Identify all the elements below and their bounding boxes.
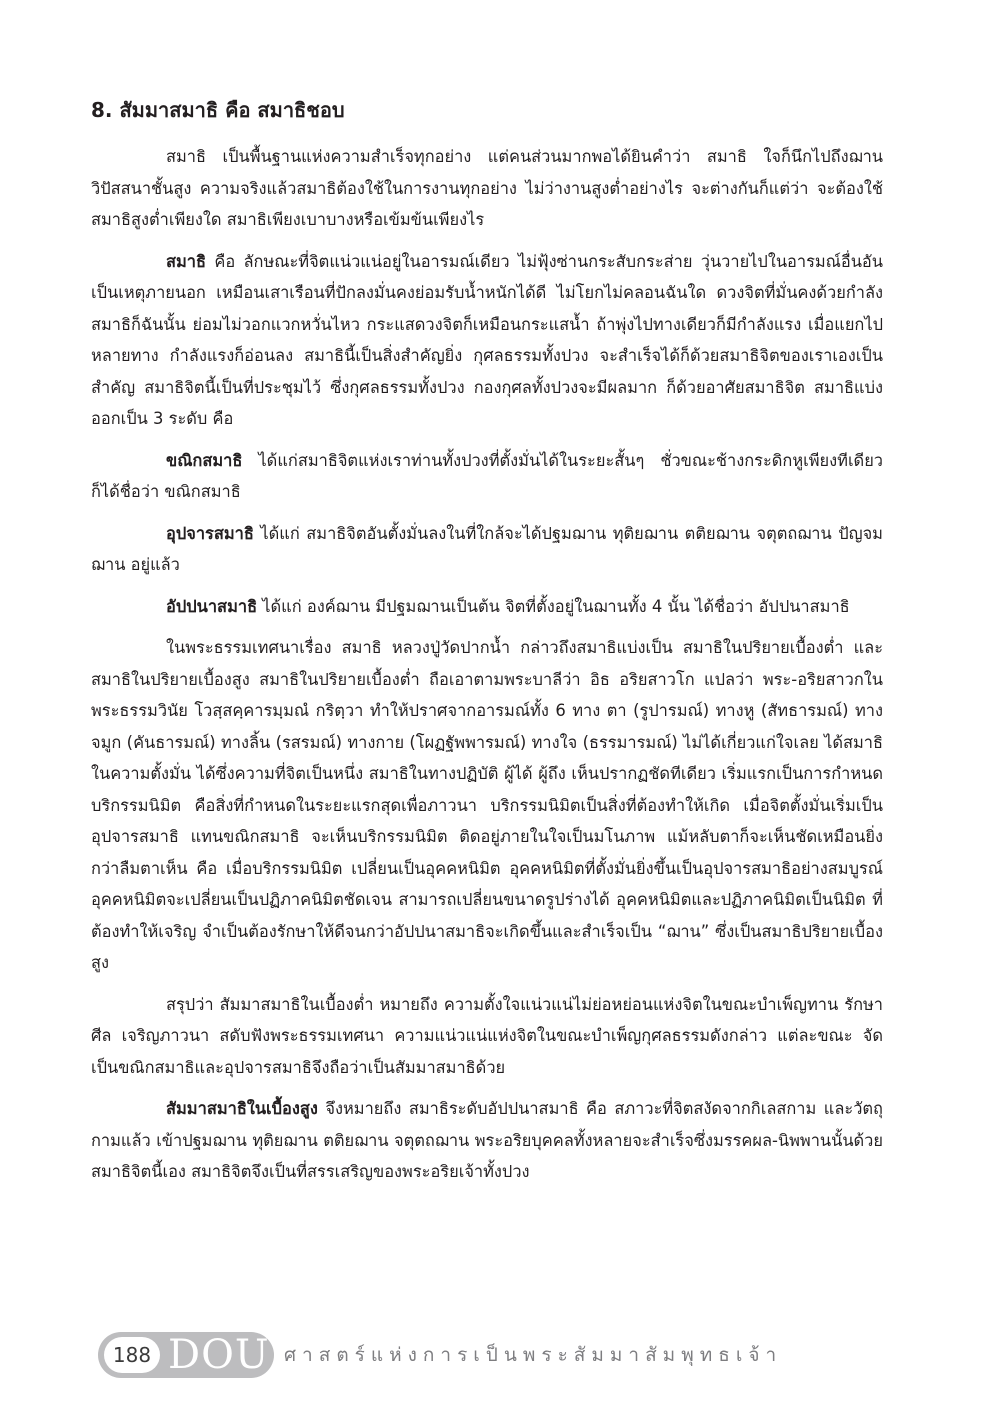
body-text — [91, 141, 883, 1198]
paragraph-text: ได้แก่ องค์ฌาน มีปฐมฌานเป็นต้น จิตที่ตั้งอยู่ในฌานทั้ง 4 นั้น ได้ชื่อว่า อัปปนาสมาธิ — [257, 596, 850, 616]
paragraph-summary — [91, 989, 883, 1084]
term-label: สมาธิ — [166, 251, 207, 271]
paragraph-higher-samadhi — [91, 1093, 883, 1188]
paragraph-intro — [91, 141, 883, 236]
paragraph-appana — [91, 591, 883, 623]
term-label: สัมมาสมาธิในเบื้องสูง — [166, 1099, 318, 1118]
paragraph-text: ได้แก่สมาธิจิตแห่งเราท่านทั้งปวงที่ตั้งมั่นได้ในระยะสั้นๆ ชั่วขณะช้างกระดิกหูเพียงทีเดียว ก็ได้ชื่อว่า ขณิกสมาธิ — [91, 450, 883, 501]
section-heading: 8. สัมมาสมาธิ คือ สมาธิชอบ — [91, 98, 345, 122]
page-footer — [98, 1332, 938, 1378]
paragraph-text: ในพระธรรมเทศนาเรื่อง สมาธิ หลวงปู่วัดปากน้ำ กล่าวถึงสมาธิแบ่งเป็น สมาธิในปริยายเบื้องต่ำ และสมาธิในปริยายเบื้องสูง สมาธิในปริยายเบื้องต่ำ ถือเอาตามพระบาลีว่า อิธ อริยสาวโก แปลว่า พระ-อริยสาวกในพระธรรมวินัย โวสฺสคฺคารมฺมณํ กริตฺวา ทำให้ปราศจากอารมณ์ทั้ง 6 ทาง ตา (รูปารมณ์) ทางหู (สัทธารมณ์) ทางจมูก (คันธารมณ์) ทางลิ้น (รสรมณ์) ทางกาย (โผฏฐัพพารมณ์) ทางใจ (ธรรมารมณ์) ไม่ได้เกี่ยวแก่ใจเลย ได้สมาธิในความตั้งมั่น ได้ซึ่งความที่จิตเป็นหนึ่ง สมาธิในทางปฏิบัติ ผู้ได้ ผู้ถึง เห็นปรากฏชัดทีเดียว เริ่มแรกเป็นการกำหนด บริกรรมนิมิต คือสิ่งที่กำหนดในระยะแรกสุดเพื่อภาวนา บริกรรมนิมิตเป็นสิ่งที่ต้องทำให้เกิด เมื่อจิตตั้งมั่นเริ่มเป็นอุปจารสมาธิ แทนขณิกสมาธิ จะเห็นบริกรรมนิมิต ติดอยู่ภายในใจเป็นมโนภาพ แม้หลับตาก็จะเห็นชัดเหมือนยิ่งกว่าลืมตาเห็น คือ เมื่อบริกรรมนิมิต เปลี่ยนเป็นอุคคหนิมิต อุคคหนิมิตที่ตั้งมั่นยิ่งขึ้นเป็นอุปจารสมาธิอย่างสมบูรณ์ อุคคหนิมิตจะเปลี่ยนเป็นปฏิภาคนิมิตชัดเจน สามารถเปลี่ยนขนาดรูปร่างได้ อุคคหนิมิตและปฏิภาคนิมิตเป็นนิมิต ที่ต้องทำให้เจริญ จำเป็นต้องรักษาให้ดีจนกว่าอัปปนาสมาธิจะเกิดขึ้นและสำเร็จเป็น “ฌาน” ซึ่งเป็นสมาธิปริยายเบื้องสูง — [91, 638, 883, 972]
footer-badge — [98, 1332, 274, 1378]
paragraph-text: ได้แก่ สมาธิจิตอันตั้งมั่นลงในที่ใกล้จะได้ปฐมฌาน ทุติยฌาน ตติยฌาน จตุตถฌาน ปัญจมฌาน อยู่แล้ว — [91, 523, 883, 574]
paragraph-upacara — [91, 518, 883, 581]
term-label: อุปจารสมาธิ — [166, 523, 254, 543]
paragraph-text: จึงหมายถึง สมาธิระดับอัปปนาสมาธิ คือ สภาวะที่จิตสงัดจากกิเลสกาม และวัตถุกามแล้ว เข้าปฐมฌาน ทุติยฌาน ตติยฌาน จตุตถฌาน พระอริยบุคคลทั้งหลายจะสำเร็จซึ่งมรรคผล-นิพพานนั้นด้วยสมาธิจิตนี้เอง สมาธิจิตจึงเป็นที่สรรเสริญของพระอริยเจ้าทั้งปวง — [91, 1099, 883, 1181]
paragraph-text: คือ ลักษณะที่จิตแน่วแน่อยู่ในอารมณ์เดียว ไม่ฟุ้งซ่านกระสับกระส่าย วุ่นวายไปในอารมณ์อื่นอันเป็นเหตุภายนอก เหมือนเสาเรือนที่ปักลงมั่นคงย่อมรับน้ำหนักได้ดี ไม่โยกไม่คลอนฉันใด ดวงจิตที่มั่นคงด้วยกำลังสมาธิก็ฉันนั้น ย่อมไม่วอกแวกหวั่นไหว กระแสดวงจิตก็เหมือนกระแสน้ำ ถ้าพุ่งไปทางเดียวก็มีกำลังแรง เมื่อแยกไปหลายทาง กำลังแรงก็อ่อนลง สมาธินี้เป็นสิ่งสำคัญยิ่ง กุศลธรรมทั้งปวง จะสำเร็จได้ก็ด้วยสมาธิจิตของเราเองเป็นสำคัญ สมาธิจิตนี้เป็นที่ประชุมไว้ ซึ่งกุศลธรรมทั้งปวง กองกุศลทั้งปวงจะมีผลมาก ก็ด้วยอาศัยสมาธิจิต สมาธิแบ่งออกเป็น 3 ระดับ คือ — [91, 251, 883, 428]
book-title: ศาสตร์แห่งการเป็นพระสัมมาสัมพุทธเจ้า — [284, 1344, 783, 1366]
paragraph-dhamma-sermon — [91, 632, 883, 979]
paragraph-text: สมาธิ เป็นพื้นฐานแห่งความสำเร็จทุกอย่าง แต่คนส่วนมากพอได้ยินคำว่า สมาธิ ใจก็นึกไปถึงฌาน วิปัสสนาชั้นสูง ความจริงแล้วสมาธิต้องใช้ในการงานทุกอย่าง ไม่ว่างานสูงต่ำอย่างไร จะต่างกันก็แต่ว่า จะต้องใช้สมาธิสูงต่ำเพียงใด สมาธิเพียงเบาบางหรือเข้มข้นเพียงไร — [91, 147, 883, 229]
paragraph-text: สรุปว่า สัมมาสมาธิในเบื้องต่ำ หมายถึง ความตั้งใจแน่วแน่ไม่ย่อหย่อนแห่งจิตในขณะบำเพ็ญทาน รักษาศีล เจริญภาวนา สดับฟังพระธรรมเทศนา ความแน่วแน่แห่งจิตในขณะบำเพ็ญกุศลธรรมดังกล่าว แต่ละขณะ จัดเป็นขณิกสมาธิและอุปจารสมาธิจึงถือว่าเป็นสัมมาสมาธิด้วย — [91, 994, 883, 1077]
brand-logo: DOU — [168, 1332, 270, 1378]
page-number: 188 — [104, 1337, 160, 1373]
paragraph-khanika — [91, 445, 883, 508]
term-label: ขณิกสมาธิ — [166, 450, 243, 470]
term-label: อัปปนาสมาธิ — [166, 596, 258, 616]
paragraph-samadhi-definition — [91, 246, 883, 435]
